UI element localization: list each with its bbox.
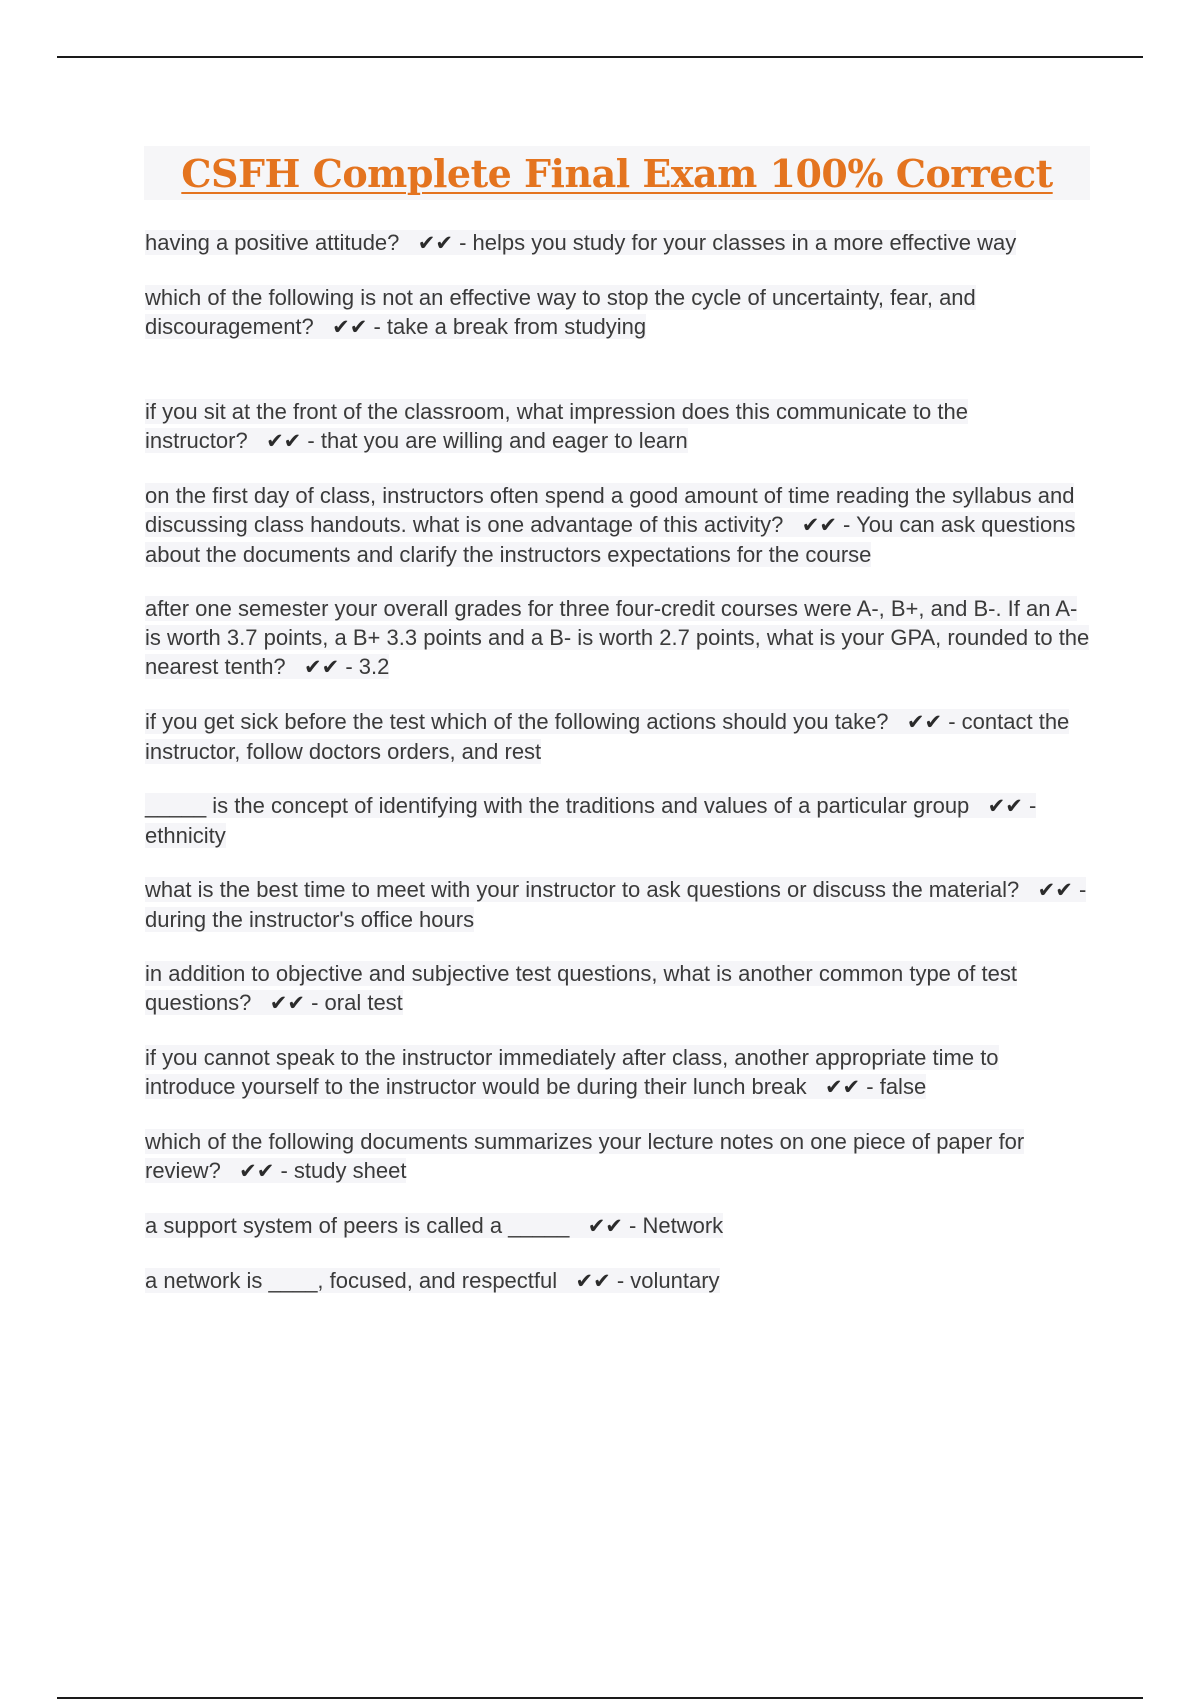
question-text: which of the following is not an effective way to stop the cycle of uncertainty, fear, and discouragement? bbox=[145, 285, 976, 339]
qa-item bbox=[145, 1127, 1090, 1186]
check-icon: ✔✔ bbox=[417, 231, 453, 255]
qa-item bbox=[145, 283, 1090, 342]
qa-item bbox=[145, 1043, 1090, 1102]
answer-text: - false bbox=[866, 1074, 927, 1099]
answer-text: - study sheet bbox=[280, 1158, 407, 1183]
check-icon: ✔✔ bbox=[1037, 878, 1073, 902]
answer-text: - You can ask questions about the documents and clarify the instructors expectations for the course bbox=[145, 512, 1076, 567]
answer-text: - take a break from studying bbox=[373, 314, 647, 339]
answer-text: - 3.2 bbox=[345, 654, 390, 679]
qa-item bbox=[145, 791, 1090, 850]
answer-text: - contact the instructor, follow doctors orders, and rest bbox=[145, 709, 1070, 764]
qa-item bbox=[145, 1211, 1090, 1241]
answer-text: - voluntary bbox=[616, 1268, 720, 1293]
check-icon: ✔✔ bbox=[587, 1214, 623, 1238]
question-text: having a positive attitude? bbox=[145, 230, 400, 255]
answer-text: - helps you study for your classes in a more effective way bbox=[459, 230, 1017, 255]
top-rule bbox=[57, 56, 1143, 58]
answer-text: - Network bbox=[629, 1213, 724, 1238]
qa-item bbox=[145, 707, 1090, 766]
question-text: if you cannot speak to the instructor immediately after class, another appropriate time to introduce yourself to the instructor would be during their lunch break bbox=[145, 1045, 999, 1099]
check-icon: ✔✔ bbox=[304, 655, 340, 679]
answer-text: - that you are willing and eager to learn bbox=[307, 428, 688, 453]
check-icon: ✔✔ bbox=[269, 991, 305, 1015]
check-icon: ✔✔ bbox=[266, 429, 302, 453]
check-icon: ✔✔ bbox=[801, 513, 837, 537]
check-icon: ✔✔ bbox=[987, 794, 1023, 818]
qa-item bbox=[145, 594, 1090, 682]
check-icon: ✔✔ bbox=[824, 1075, 861, 1099]
answer-text: - ethnicity bbox=[145, 793, 1037, 848]
qa-item bbox=[145, 397, 1090, 456]
check-icon: ✔✔ bbox=[906, 710, 943, 734]
qa-list bbox=[145, 228, 1090, 1296]
bottom-rule bbox=[57, 1697, 1143, 1699]
qa-item bbox=[145, 1266, 1090, 1296]
check-icon: ✔✔ bbox=[575, 1269, 611, 1293]
qa-item bbox=[145, 481, 1090, 569]
question-text: _____ is the concept of identifying with the traditions and values of a particular group bbox=[145, 793, 970, 818]
question-text: after one semester your overall grades for three four-credit courses were A-, B+, and B-. If an A- is worth 3.7 points, a B+ 3.3 points and a B- is worth 2.7 points, what is your GPA, rounded to the nearest tenth? bbox=[145, 596, 1090, 679]
question-text: on the first day of class, instructors often spend a good amount of time reading the syllabus and discussing class handouts. what is one advantage of this activity? bbox=[145, 483, 1075, 537]
page-title: CSFH Complete Final Exam 100% Correct bbox=[181, 150, 1053, 196]
question-text: if you sit at the front of the classroom, what impression does this communicate to the instructor? bbox=[145, 399, 968, 453]
qa-item bbox=[145, 959, 1090, 1018]
qa-item bbox=[145, 228, 1090, 258]
question-text: which of the following documents summarizes your lecture notes on one piece of paper for review? bbox=[145, 1129, 1025, 1183]
answer-text: - during the instructor's office hours bbox=[145, 877, 1087, 932]
qa-item bbox=[145, 875, 1090, 934]
question-text: if you get sick before the test which of the following actions should you take? bbox=[145, 709, 889, 734]
question-text: a network is ____, focused, and respectful bbox=[145, 1268, 558, 1293]
answer-text: - oral test bbox=[311, 990, 403, 1015]
check-icon: ✔✔ bbox=[239, 1159, 275, 1183]
check-icon: ✔✔ bbox=[332, 315, 368, 339]
title-band bbox=[144, 146, 1090, 200]
question-text: in addition to objective and subjective test questions, what is another common type of test questions? bbox=[145, 961, 1017, 1015]
question-text: what is the best time to meet with your instructor to ask questions or discuss the material? bbox=[145, 877, 1020, 902]
question-text: a support system of peers is called a _____ bbox=[145, 1213, 570, 1238]
